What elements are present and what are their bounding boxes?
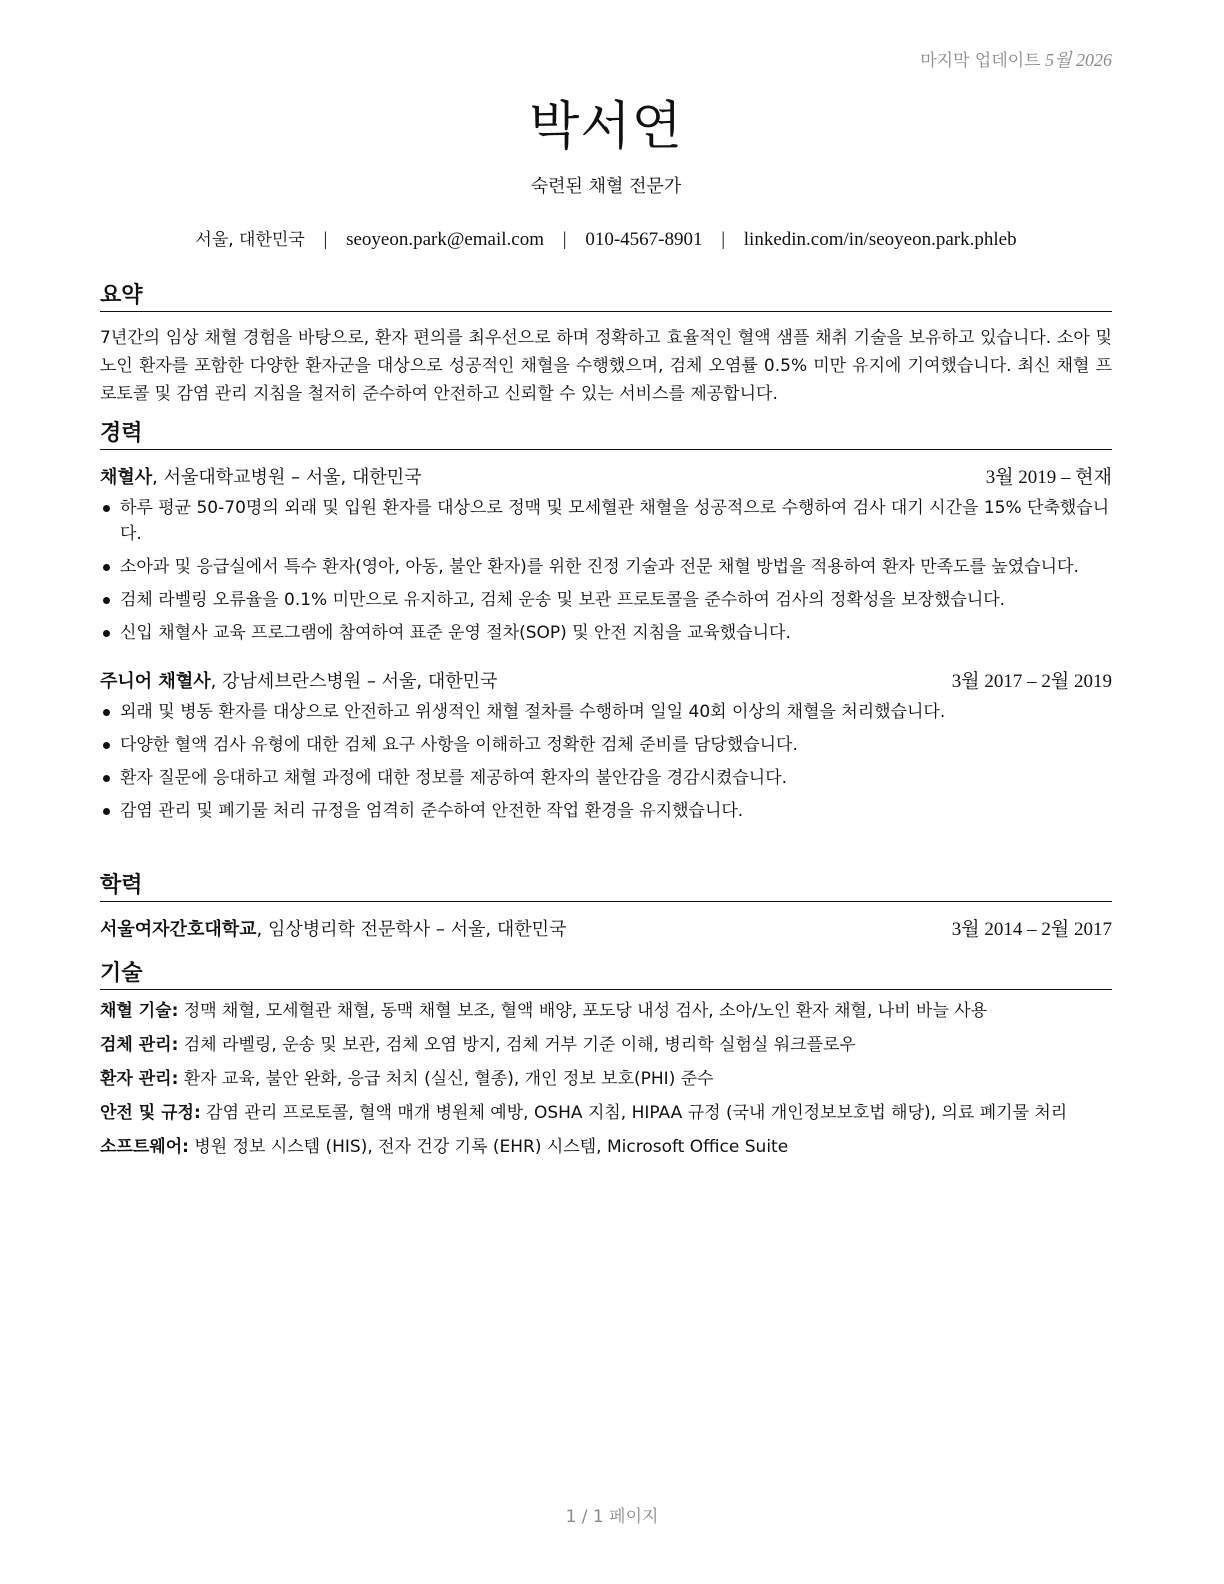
job-dates: 3월 2017 – 2월 2019 (951, 671, 1112, 692)
skills-row (100, 998, 1112, 1024)
skills-label: 소프트웨어: (100, 1137, 189, 1157)
job-role: 주니어 채혈사 (100, 671, 211, 692)
job-bullet: 검체 라벨링 오류율을 0.1% 미만으로 유지하고, 검체 운송 및 보관 프로토콜을 준수하여 검사의 정확성을 보장했습니다. (100, 587, 1112, 613)
job-organization: , 서울대학교병원 – 서울, 대한민국 (152, 467, 422, 488)
skills-row (100, 1066, 1112, 1092)
job-dates: 3월 2019 – 현재 (985, 467, 1112, 488)
contact-separator: | (562, 229, 567, 250)
skills-label: 환자 관리: (100, 1069, 179, 1089)
contact-email[interactable]: seoyeon.park@email.com (346, 229, 544, 250)
education-entry (100, 914, 1112, 941)
skills-label: 검체 관리: (100, 1035, 179, 1055)
contact-linkedin[interactable]: linkedin.com/in/seoyeon.park.phleb (743, 229, 1017, 250)
job-bullets (100, 495, 1112, 646)
summary-section (100, 278, 1112, 408)
contact-line (100, 225, 1112, 251)
skills-label: 안전 및 규정: (100, 1103, 201, 1123)
skills-value: 병원 정보 시스템 (HIS), 전자 건강 기록 (EHR) 시스템, Microsoft Office Suite (188, 1137, 789, 1157)
contact-location: 서울, 대한민국 (195, 230, 305, 250)
job-role: 채혈사 (100, 467, 153, 488)
skills-row (100, 1100, 1112, 1126)
education-detail: , 임상병리학 전문학사 – 서울, 대한민국 (256, 919, 567, 940)
skills-value: 검체 라벨링, 운송 및 보관, 검체 오염 방지, 검체 거부 기준 이해, 병리학 실험실 워크플로우 (178, 1035, 856, 1055)
skills-value: 환자 교육, 불안 완화, 응급 처치 (실신, 혈종), 개인 정보 보호(PHI) 준수 (178, 1069, 714, 1089)
contact-separator: | (323, 229, 328, 250)
last-updated (920, 46, 1112, 72)
job-bullet: 감염 관리 및 폐기물 처리 규정을 엄격히 준수하여 안전한 작업 환경을 유지했습니다. (100, 798, 1112, 824)
experience-section (100, 416, 1112, 831)
candidate-name: 박서연 (529, 97, 683, 157)
contact-separator: | (721, 229, 726, 250)
skills-section (100, 956, 1112, 1160)
contact-phone[interactable]: 010-4567-8901 (585, 229, 703, 250)
job-header (100, 666, 1112, 693)
section-title-experience: 경력 (100, 416, 1112, 450)
job-entry (100, 666, 1112, 824)
job-bullets (100, 699, 1112, 824)
summary-text: 7년간의 임상 채혈 경험을 바탕으로, 환자 편의를 최우선으로 하며 정확하고 효율적인 혈액 샘플 채취 기술을 보유하고 있습니다. 소아 및 노인 환자를 포함한 다양한 환자군을 대상으로 성공적인 채혈을 수행했으며, 검체 오염률 0.5% 미만 유지에 기여했습니다. 최신 채혈 프로토콜 및 감염 관리 지침을 철저히 준수하여 안전하고 신뢰할 수 있는 서비스를 제공합니다. (100, 328, 1112, 404)
skills-value: 정맥 채혈, 모세혈관 채혈, 동맥 채혈 보조, 혈액 배양, 포도당 내성 검사, 소아/노인 환자 채혈, 나비 바늘 사용 (178, 1001, 988, 1021)
education-section (100, 868, 1112, 941)
section-title-education: 학력 (100, 868, 1112, 902)
job-bullet: 신입 채혈사 교육 프로그램에 참여하여 표준 운영 절차(SOP) 및 안전 지침을 교육했습니다. (100, 620, 1112, 646)
last-updated-label: 마지막 업데이트 (920, 51, 1041, 71)
job-organization: , 강남세브란스병원 – 서울, 대한민국 (210, 671, 498, 692)
skills-label: 채혈 기술: (100, 1001, 179, 1021)
section-title-skills: 기술 (100, 956, 1112, 990)
job-entry (100, 462, 1112, 646)
education-school: 서울여자간호대학교 (100, 919, 257, 940)
job-header (100, 462, 1112, 489)
candidate-subtitle: 숙련된 채혈 전문가 (530, 176, 682, 197)
last-updated-date: 5월 2026 (1045, 50, 1112, 70)
job-bullet: 외래 및 병동 환자를 대상으로 안전하고 위생적인 채혈 절차를 수행하며 일일 40회 이상의 채혈을 처리했습니다. (100, 699, 1112, 725)
skills-row (100, 1134, 1112, 1160)
page-indicator: 1 / 1 페이지 (565, 1507, 659, 1527)
job-bullet: 다양한 혈액 검사 유형에 대한 검체 요구 사항을 이해하고 정확한 검체 준비를 담당했습니다. (100, 732, 1112, 758)
job-bullet: 하루 평균 50-70명의 외래 및 입원 환자를 대상으로 정맥 및 모세혈관 채혈을 성공적으로 수행하여 검사 대기 시간을 15% 단축했습니다. (100, 495, 1112, 547)
job-bullet: 환자 질문에 응대하고 채혈 과정에 대한 정보를 제공하여 환자의 불안감을 경감시켰습니다. (100, 765, 1112, 791)
education-dates: 3월 2014 – 2월 2017 (951, 919, 1112, 940)
section-title-summary: 요약 (100, 278, 1112, 312)
skills-value: 감염 관리 프로토콜, 혈액 매개 병원체 예방, OSHA 지침, HIPAA 규정 (국내 개인정보보호법 해당), 의료 폐기물 처리 (200, 1103, 1068, 1123)
job-bullet: 소아과 및 응급실에서 특수 환자(영아, 아동, 불안 환자)를 위한 진정 기술과 전문 채혈 방법을 적용하여 환자 만족도를 높였습니다. (100, 554, 1112, 580)
skills-row (100, 1032, 1112, 1058)
